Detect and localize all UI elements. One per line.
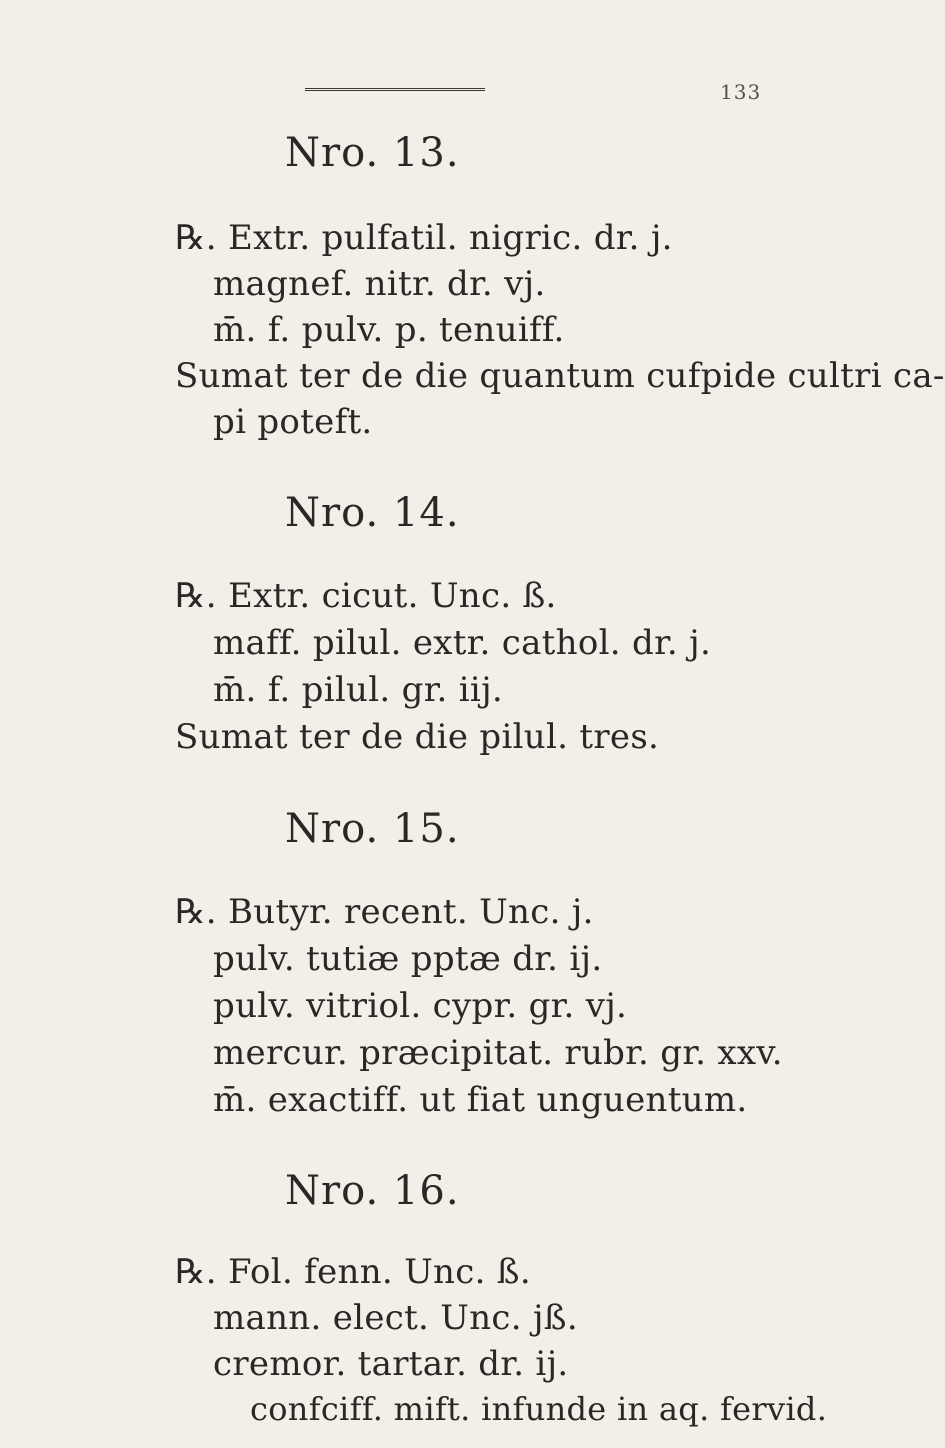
recipe-line: pulv. vitriol. cypr. gr. vj. bbox=[213, 986, 628, 1026]
section-heading-16: Nro. 16. bbox=[285, 1168, 460, 1214]
recipe-line: Sumat ter de die quantum cufpide cultri ca- bbox=[175, 356, 945, 396]
header-rule bbox=[305, 88, 485, 93]
section-heading-13: Nro. 13. bbox=[285, 130, 460, 176]
recipe-line: pulv. tutiæ pptæ dr. ij. bbox=[213, 939, 603, 979]
recipe-line: m̄. f. pilul. gr. iij. bbox=[213, 670, 504, 710]
recipe-line: cremor. tartar. dr. ij. bbox=[213, 1344, 569, 1384]
page-number: 133 bbox=[720, 80, 762, 104]
recipe-line: confciff. mift. infunde in aq. fervid. bbox=[250, 1390, 828, 1428]
recipe-line: pi poteft. bbox=[213, 402, 373, 442]
recipe-line: m̄. f. pulv. p. tenuiff. bbox=[213, 310, 565, 350]
section-heading-15: Nro. 15. bbox=[285, 806, 460, 852]
recipe-line: ℞. Extr. pulfatil. nigric. dr. j. bbox=[175, 218, 673, 258]
recipe-line: Sumat ter de die pilul. tres. bbox=[175, 717, 660, 757]
section-heading-14: Nro. 14. bbox=[285, 490, 460, 536]
recipe-line: ℞. Fol. fenn. Unc. ß. bbox=[175, 1252, 531, 1292]
recipe-line: maff. pilul. extr. cathol. dr. j. bbox=[213, 623, 712, 663]
recipe-line: ℞. Extr. cicut. Unc. ß. bbox=[175, 576, 557, 616]
recipe-line: mercur. præcipitat. rubr. gr. xxv. bbox=[213, 1033, 783, 1073]
recipe-line: ℞. Butyr. recent. Unc. j. bbox=[175, 892, 594, 932]
recipe-line: magnef. nitr. dr. vj. bbox=[213, 264, 546, 304]
recipe-line: m̄. exactiff. ut fiat unguentum. bbox=[213, 1080, 748, 1120]
recipe-line: mann. elect. Unc. jß. bbox=[213, 1298, 578, 1338]
